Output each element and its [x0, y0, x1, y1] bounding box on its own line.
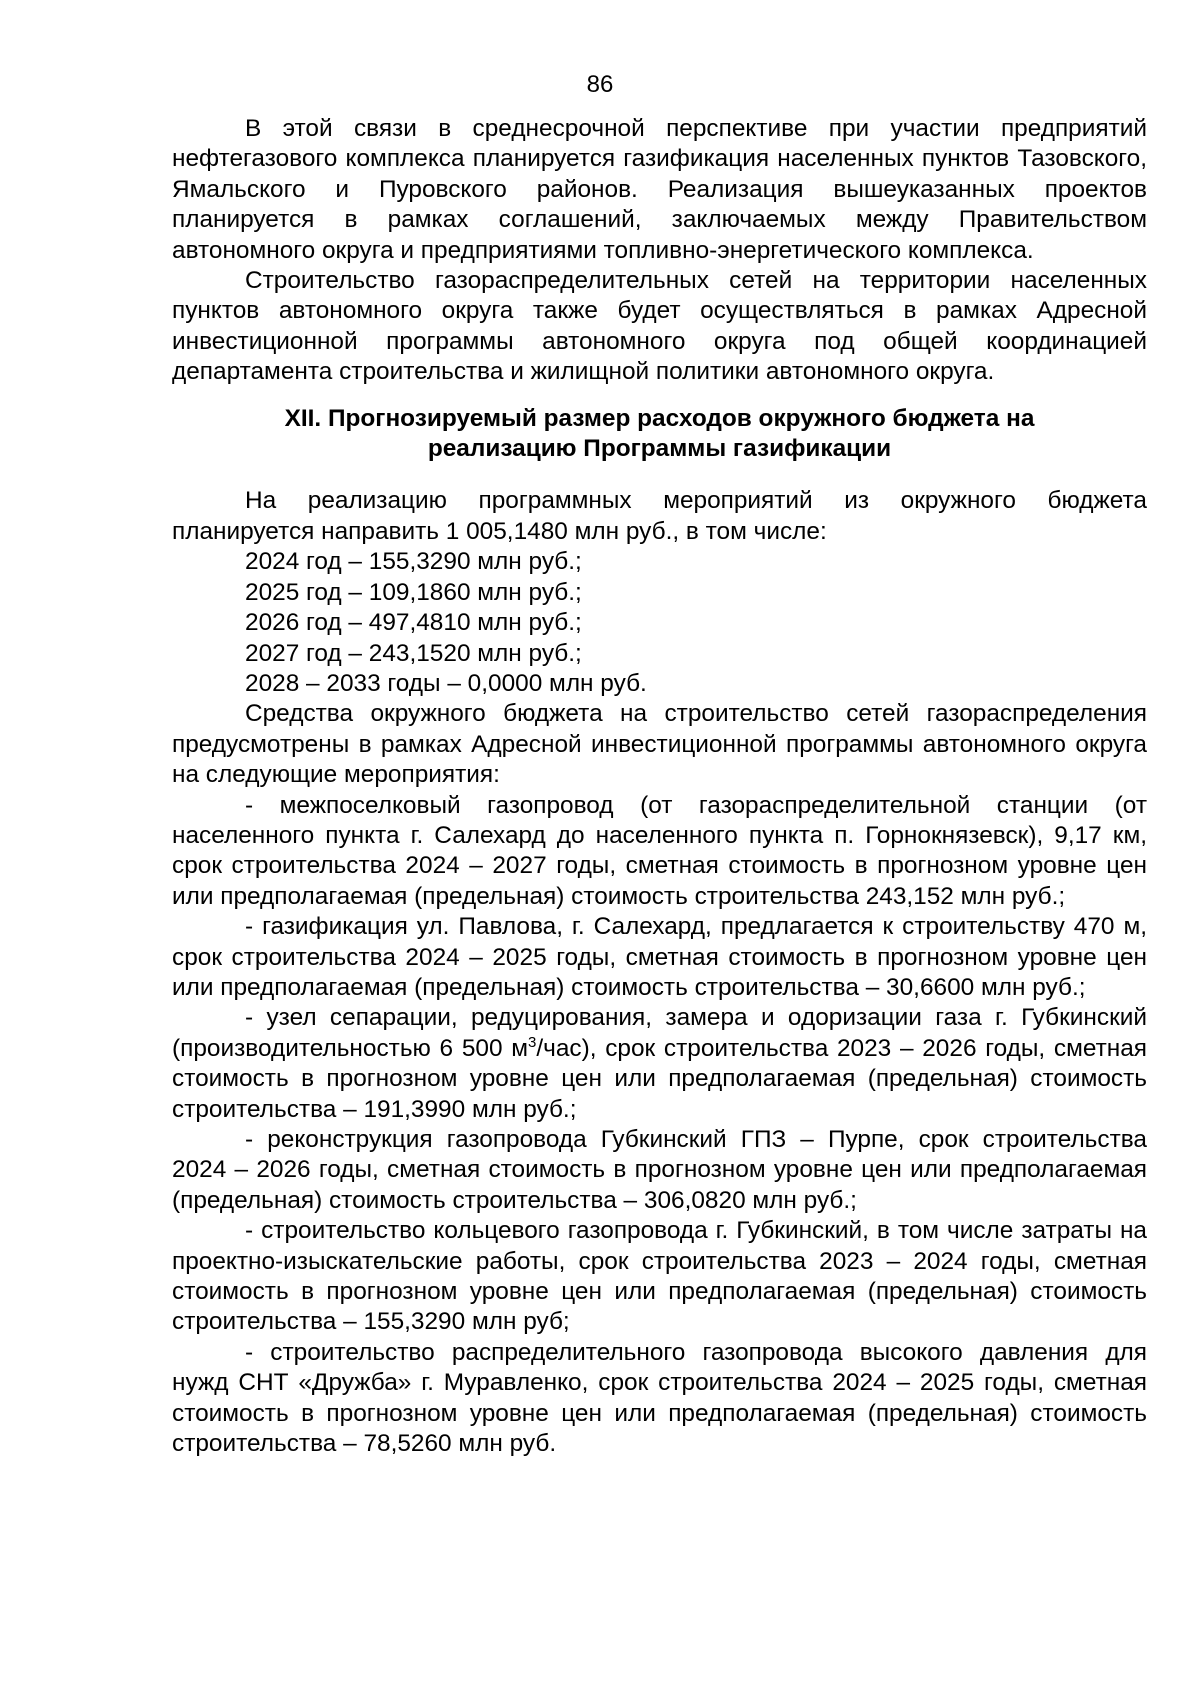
section-heading — [172, 404, 1147, 465]
document-body — [172, 114, 1147, 1459]
section-heading-line-2: реализацию Программы газификации — [427, 435, 892, 463]
budget-line-2028-2033: 2028 – 2033 годы – 0,0000 млн руб. — [245, 669, 647, 697]
budget-line-2024: 2024 год – 155,3290 млн руб.; — [245, 548, 582, 576]
list-item-pavlova-street: - газификация ул. Павлова, г. Салехард, предлагается к строительству 470 м, срок строительства 2024 – 2025 годы, сметная стоимость в прогнозном уровне цен или предполагаемая (предельная) стоимость строительства – 30,6600 млн руб.; — [172, 913, 1147, 1001]
list-item-separation-unit-text-a: - узел сепарации, редуцирования, замера и одоризации газа г. Губкинский (производительностью 6 500 м — [172, 1004, 1147, 1062]
paragraph-budget-intro: На реализацию программных мероприятий из окружного бюджета планируется направить 1 005,1480 млн руб., в том числе: — [172, 487, 1147, 545]
budget-line-2025: 2025 год – 109,1860 млн руб.; — [245, 578, 582, 606]
list-item-pipeline-reconstruction: - реконструкция газопровода Губкинский ГПЗ – Пурпе, срок строительства 2024 – 2026 годы, сметная стоимость в прогнозном уровне цен или предполагаемая (предельная) стоимость строительства – 306,0820 млн руб.; — [172, 1126, 1147, 1214]
page-number: 86 — [586, 71, 614, 98]
paragraph-gasification-plans: В этой связи в среднесрочной перспективе при участии предприятий нефтегазового комплекса планируется газификация населенных пунктов Тазовского, Ямальского и Пуровского районов. Реализация вышеуказанных проектов планируется в рамках соглашений, заключаемых между Правительством автономного округа и предприятиями топливно-энергетического комплекса. — [172, 115, 1147, 264]
list-item-ring-pipeline: - строительство кольцевого газопровода г. Губкинский, в том числе затраты на проектно-изыскательские работы, срок строительства 2023 – 2024 годы, сметная стоимость в прогнозном уровне цен или предполагаемая (предельная) стоимость строительства – 155,3290 млн руб; — [172, 1217, 1147, 1336]
budget-line-2026: 2026 год – 497,4810 млн руб.; — [245, 609, 582, 637]
budget-line-2027: 2027 год – 243,1520 млн руб.; — [245, 639, 582, 667]
list-item-separation-unit-text-b: /час), срок строительства 2023 – 2026 годы, сметная стоимость в прогнозном уровне цен или предполагаемая (предельная) стоимость строительства – 191,3990 млн руб.; — [172, 1034, 1148, 1123]
list-item-separation-unit — [172, 1003, 1147, 1125]
section-heading-line-1: XII. Прогнозируемый размер расходов окружного бюджета на — [284, 404, 1035, 432]
paragraph-network-construction: Строительство газораспределительных сетей на территории населенных пунктов автономного округа также будет осуществляться в рамках Адресной инвестиционной программы автономного округа под общей координацией департамента строительства и жилищной политики автономного округа. — [172, 267, 1147, 386]
list-item-intersettlement-pipeline: - межпоселковый газопровод (от газораспределительной станции (от населенного пункта г. Салехард до населенного пункта п. Горнокнязевск), 9,17 км, срок строительства 2024 – 2027 годы, сметная стоимость в прогнозном уровне цен или предполагаемая (предельная) стоимость строительства 243,152 млн руб.; — [172, 791, 1147, 910]
superscript-cubic: 3 — [528, 1033, 537, 1051]
list-item-high-pressure-pipeline: - строительство распределительного газопровода высокого давления для нужд СНТ «Дружба» г. Муравленко, срок строительства 2024 – 2025 годы, сметная стоимость в прогнозном уровне цен или предполагаемая (предельная) стоимость строительства – 78,5260 млн руб. — [172, 1338, 1147, 1458]
paragraph-funds-intro: Средства окружного бюджета на строительство сетей газораспределения предусмотрены в рамках Адресной инвестиционной программы автономного округа на следующие мероприятия: — [172, 700, 1147, 789]
